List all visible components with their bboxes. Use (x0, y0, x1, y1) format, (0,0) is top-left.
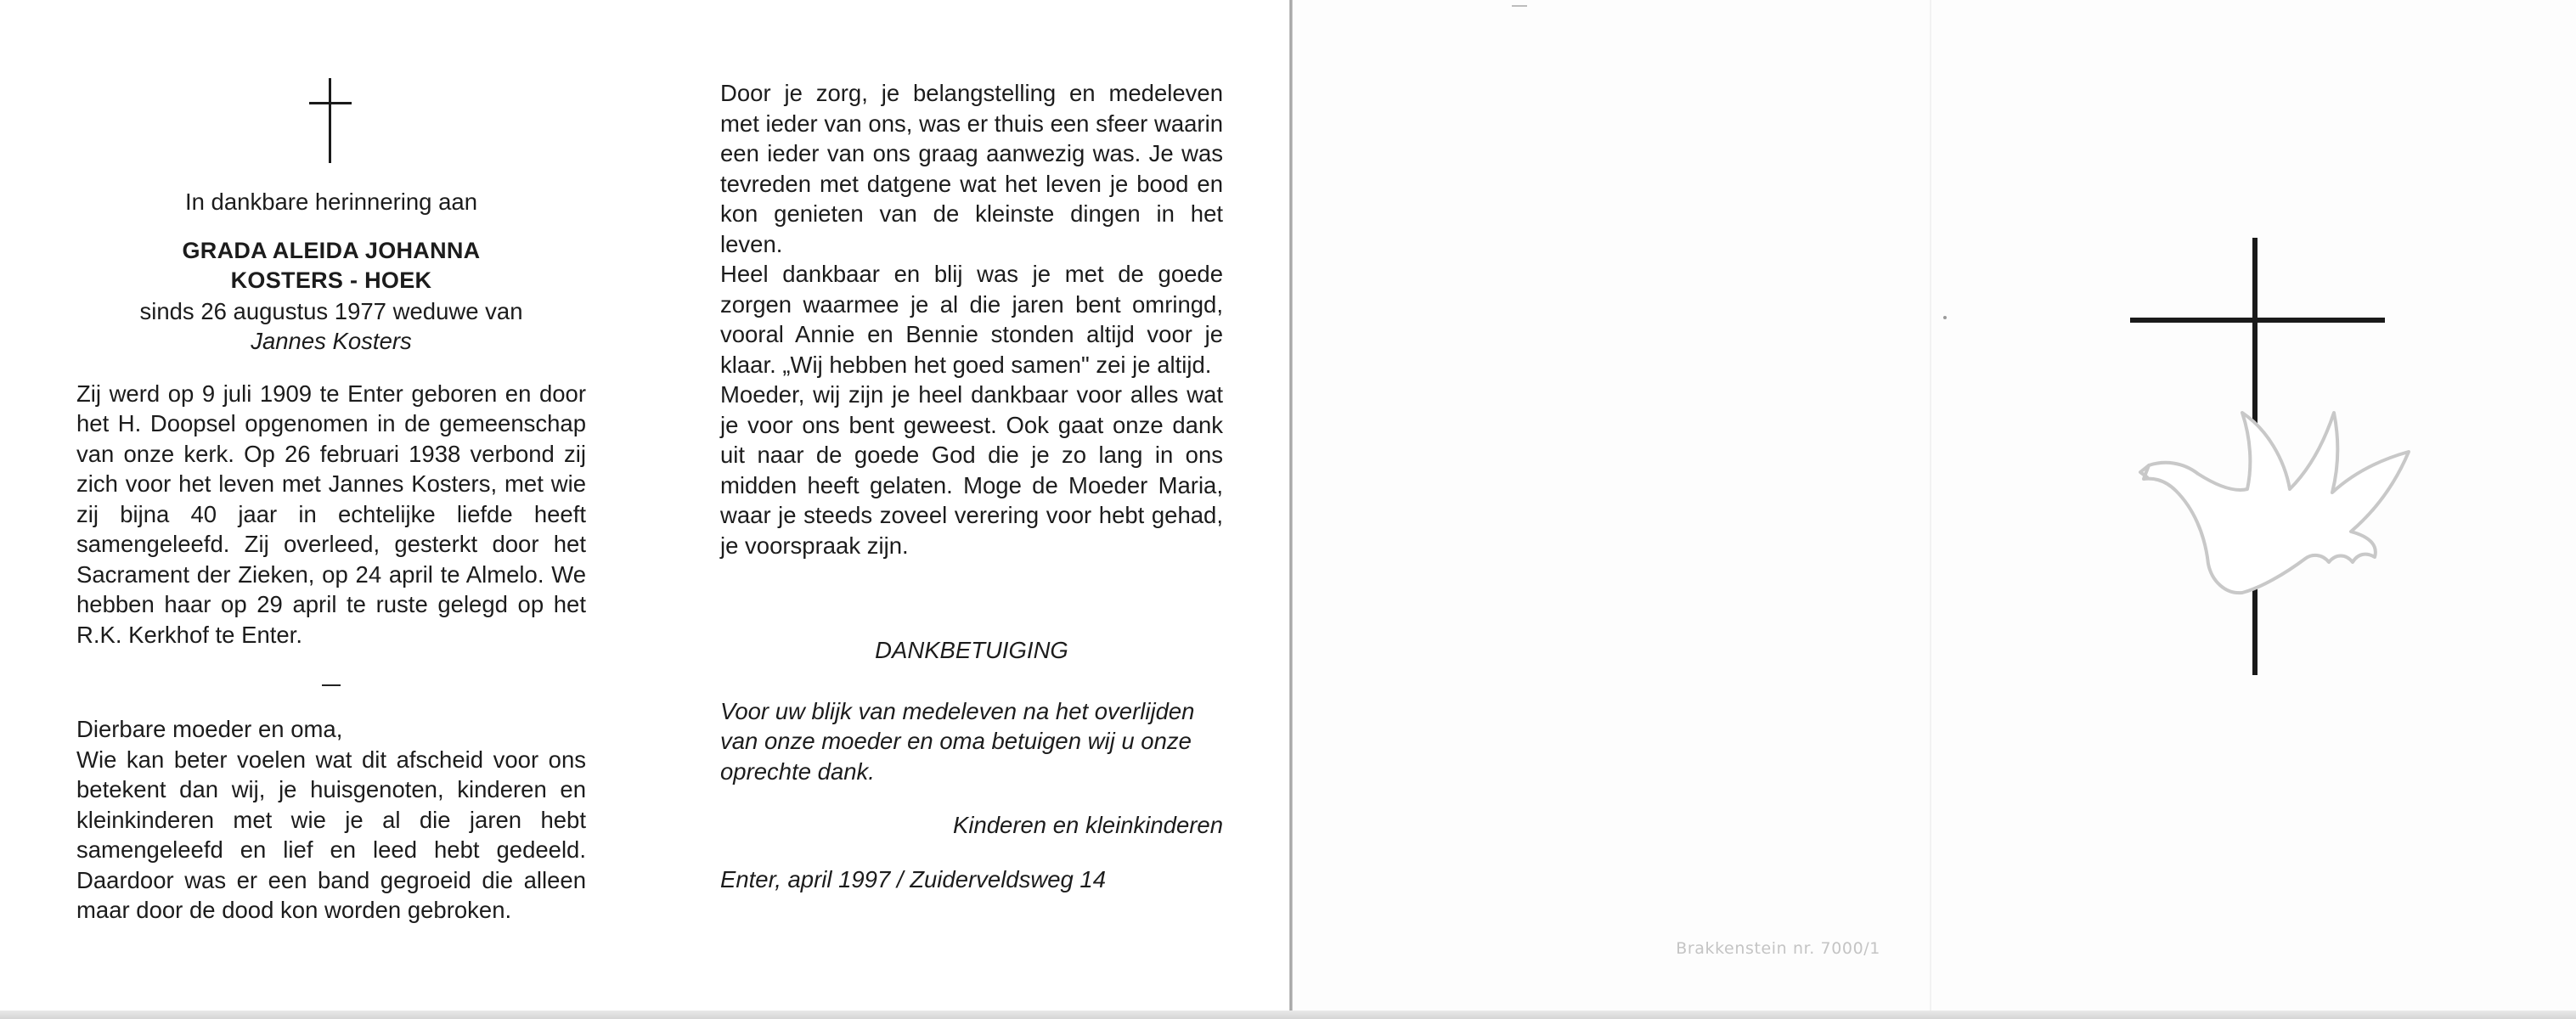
text-column-right (720, 78, 1223, 894)
intro-line: In dankbare herinnering aan (184, 189, 477, 215)
biography-paragraph: Zij werd op 9 juli 1909 te Enter geboren en door het H. Doopsel opgenomen in de gemeenschap van onze kerk. Op 26 februari 1938 verbond zij zich voor het leven met Jannes Kosters, met wie zij bijna 40 jaar in echtelijke liefde heeft samengeleefd. Zij overleed, gesterkt door het Sacrament der Zieken, op 24 april te Almelo. We hebben haar op 29 april te ruste gelegd op het R.K. Kerkhof te Enter. (76, 380, 586, 648)
deceased-name-first: GRADA ALEIDA JOHANNA (182, 237, 481, 263)
greeting-line: Dierbare moeder en oma, (76, 716, 343, 742)
cover-illustration (2123, 238, 2429, 679)
printer-mark: Brakkenstein nr. 7000/1 (1676, 939, 1880, 958)
dove-icon (2140, 413, 2409, 593)
letter-paragraph-3: Heel dankbaar en blij was je met de goede zorgen waarmee je al die jaren bent omringd, vooral Annie en Bennie stonden altijd voor je klaar. „Wij hebben het goed samen" zei je altijd. (720, 261, 1223, 378)
letter-paragraph-2: Door je zorg, je belangstelling en medeleven met ieder van ons, was er thuis een sfeer waarin een ieder van ons graag aanwezig was. Je was tevreden met datgene wat het leven je bood en kon genieten van de kleinste dingen in het leven. (720, 80, 1223, 257)
widow-line: sinds 26 augustus 1977 weduwe van (139, 297, 523, 324)
text-column-left (76, 78, 586, 926)
divider (76, 668, 586, 702)
paper-edge (0, 1011, 2576, 1019)
acknowledgement-text: Voor uw blijk van medeleven na het overlijden van onze moeder en oma betuigen wij u onze oprechte dank. (720, 697, 1195, 785)
deceased-name-last: KOSTERS - HOEK (230, 267, 432, 293)
letter-paragraph-4: Moeder, wij zijn je heel dankbaar voor alles wat je voor ons bent geweest. Ook gaat onze dank uit naar de goede God die je zo lang in ons midden heeft gelaten. Moge de Moeder Maria, waar je steeds zoveel verering voor hebt gehad, je voorspraak zijn. (720, 381, 1223, 559)
letter-paragraph-1: Wie kan beter voelen wat dit afscheid voor ons betekent dan wij, je huisgenoten, kinderen en kleinkinderen met wie je al die jaren hebt samengeleefd en lief en leed hebt gedeeld. Daardoor was er een band gegroeid die alleen maar door de dood kon worden gebroken. (76, 746, 586, 923)
paper-speck (1943, 316, 1947, 319)
spouse-name: Jannes Kosters (251, 328, 412, 354)
signature-line: Kinderen en kleinkinderen (953, 812, 1223, 838)
place-date-line: Enter, april 1997 / Zuiderveldsweg 14 (720, 865, 1107, 892)
cross-icon (76, 78, 586, 172)
acknowledgement-heading: DANKBETUIGING (875, 637, 1068, 663)
card-fold (1289, 0, 1293, 1019)
cover-crease (1930, 0, 1931, 1011)
print-mark (1512, 5, 1527, 7)
